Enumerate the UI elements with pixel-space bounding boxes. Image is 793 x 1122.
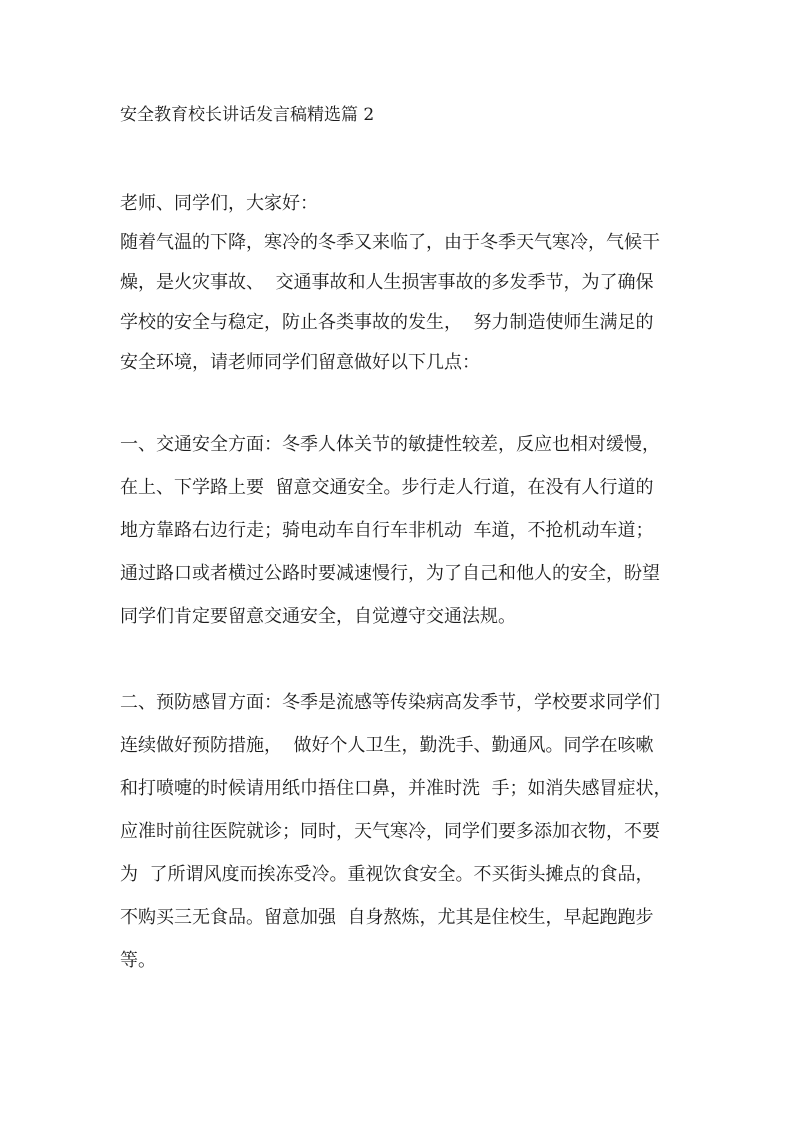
section1-line: 通过路口或者横过公路时要减速慢行，为了自己和他人的安全，盼望 <box>120 563 660 584</box>
section1-line: 在上、下学路上要 留意交通安全。步行走人行道，在没有人行道的 <box>120 477 654 498</box>
section1-line: 地方靠路右边行走；骑电动车自行车非机动 车道，不抢机动车道； <box>120 520 654 541</box>
section1-line: 一、交通安全方面：冬季人体关节的敏捷性较差，反应也相对缓慢， <box>120 434 660 455</box>
document-title: 安全教育校长讲话发言稿精选篇 2 <box>120 105 375 125</box>
section2-line: 和打喷嚏的时候请用纸巾捂住口鼻，并准时洗 手；如消失感冒症状， <box>120 778 672 799</box>
section2-line: 为 了所谓风度而挨冻受冷。重视饮食安全。不买街头摊点的食品， <box>120 864 654 885</box>
intro-line: 随着气温的下降，寒冷的冬季又来临了，由于冬季天气寒冷，气候干 <box>120 232 660 253</box>
section2-line: 等。 <box>120 950 156 971</box>
section2-line: 不购买三无食品。留意加强 自身熬炼，尤其是住校生，早起跑跑步 <box>120 907 654 928</box>
section2-line: 应准时前往医院就诊；同时，天气寒冷，同学们要多添加衣物，不要 <box>120 821 660 842</box>
intro-line: 安全环境，请老师同学们留意做好以下几点： <box>120 352 480 373</box>
section2-line: 连续做好预防措施， 做好个人卫生，勤洗手、勤通风。同学在咳嗽 <box>120 735 654 756</box>
section2-line: 二、预防感冒方面：冬季是流感等传染病高发季节，学校要求同学们 <box>120 692 660 713</box>
greeting: 老师、同学们，大家好： <box>120 193 318 214</box>
intro-line: 学校的安全与稳定，防止各类事故的发生， 努力制造使师生满足的 <box>120 312 654 333</box>
section1-line: 同学们肯定要留意交通安全，自觉遵守交通法规。 <box>120 606 516 627</box>
intro-line: 燥，是火灾事故、 交通事故和人生损害事故的多发季节，为了确保 <box>120 272 654 293</box>
